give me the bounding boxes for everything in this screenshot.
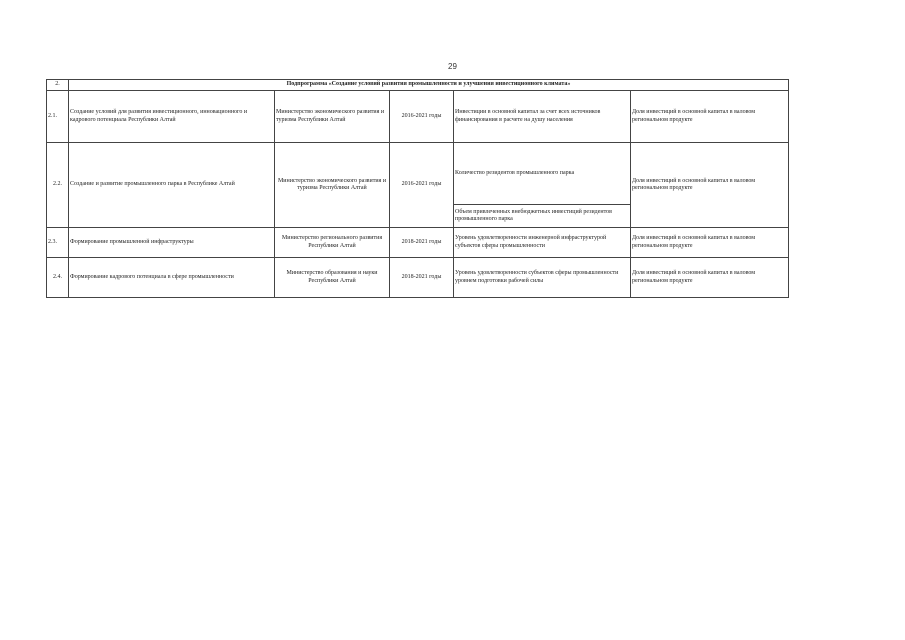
row-years: 2016-2021 годы (390, 91, 454, 143)
table-row (47, 258, 789, 298)
table-row (47, 143, 789, 205)
row-indicator: Инвестиции в основной капитал за счет всех источников финансирования в расчете на душу населения (454, 91, 631, 143)
row-indicator: Количество резидентов промышленного парка (454, 143, 631, 205)
row-target: Доля инвестиций в основной капитал в валовом региональном продукте (631, 91, 789, 143)
row-num: 2.2. (47, 143, 69, 228)
row-name: Создание условий для развития инвестиционного, инновационного и кадрового потенциала Республики Алтай (69, 91, 275, 143)
row-name: Формирование кадрового потенциала в сфере промышленности (69, 258, 275, 298)
row-indicator: Уровень удовлетворенности субъектов сферы промышленности уровнем подготовки рабочей силы (454, 258, 631, 298)
row-years: 2016-2021 годы (390, 143, 454, 228)
row-num: 2.4. (47, 258, 69, 298)
table-row (47, 91, 789, 143)
row-target: Доля инвестиций в основной капитал в валовом региональном продукте (631, 228, 789, 258)
row-years: 2018-2021 годы (390, 228, 454, 258)
page-number: 29 (448, 62, 457, 71)
row-num: 2.3. (47, 228, 69, 258)
row-name: Создание и развитие промышленного парка в Республике Алтай (69, 143, 275, 228)
row-indicator: Уровень удовлетворенности инженерной инфраструктурой субъектов сферы промышленности (454, 228, 631, 258)
row-target: Доля инвестиций в основной капитал в валовом региональном продукте (631, 143, 789, 228)
subprogram-table (46, 79, 789, 298)
row-num: 2.1. (47, 91, 69, 143)
row-name: Формирование промышленной инфраструктуры (69, 228, 275, 258)
row-indicator-2: Объем привлеченных внебюджетных инвестиций резидентов промышленного парка (454, 205, 631, 228)
row-ministry: Министерство экономического развития и туризма Республики Алтай (275, 143, 390, 228)
row-ministry: Министерство регионального развития Республики Алтай (275, 228, 390, 258)
table-row (47, 228, 789, 258)
table-header-row (47, 80, 789, 91)
header-num: 2. (47, 80, 69, 91)
row-years: 2018-2021 годы (390, 258, 454, 298)
row-ministry: Министерство экономического развития и туризма Республики Алтай (275, 91, 390, 143)
subprogram-title: Подпрограмма «Создание условий развития промышленности и улучшения инвестиционного климата» (69, 80, 789, 91)
row-ministry: Министерство образования и науки Республики Алтай (275, 258, 390, 298)
row-target: Доля инвестиций в основной капитал в валовом региональном продукте (631, 258, 789, 298)
